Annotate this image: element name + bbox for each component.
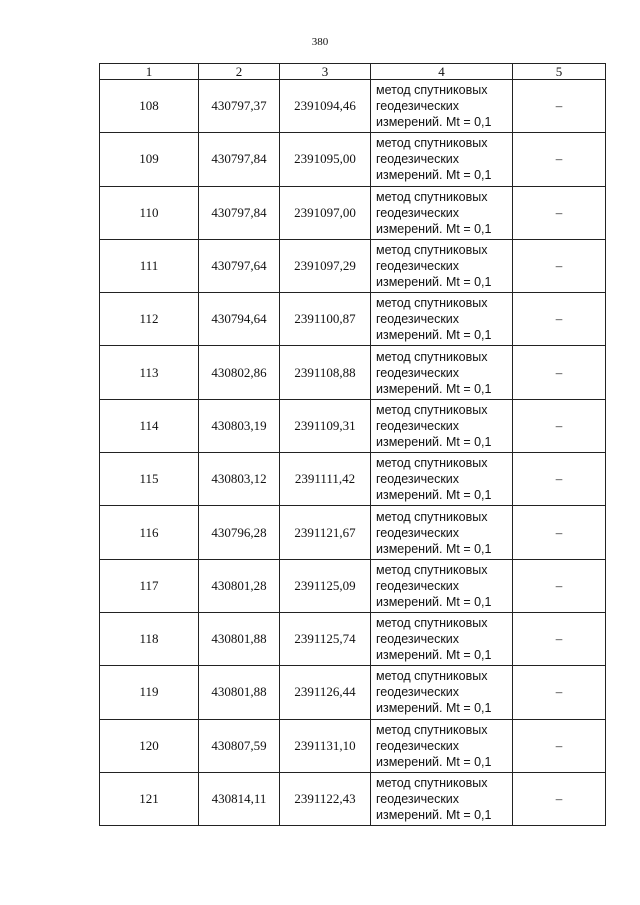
y-coordinate-cell: 2391126,44 xyxy=(280,666,371,719)
y-coordinate-cell: 2391111,42 xyxy=(280,453,371,506)
column-5-cell: – xyxy=(513,612,606,665)
coordinates-table xyxy=(99,63,606,826)
y-coordinate-cell: 2391121,67 xyxy=(280,506,371,559)
method-text-line: метод спутниковых xyxy=(376,189,488,204)
method-cell xyxy=(371,772,513,825)
method-text-line: измерений. Mt = 0,1 xyxy=(376,701,492,716)
method-text-line: геодезических xyxy=(376,205,460,220)
column-5-cell: – xyxy=(513,666,606,719)
table-row xyxy=(100,453,606,506)
x-coordinate-cell: 430803,19 xyxy=(199,399,280,452)
x-coordinate-cell: 430802,86 xyxy=(199,346,280,399)
method-text-line: геодезических xyxy=(376,578,460,593)
method-text-line: метод спутниковых xyxy=(376,349,488,364)
point-number-cell: 112 xyxy=(100,293,199,346)
x-coordinate-cell: 430801,28 xyxy=(199,559,280,612)
column-header-4: 4 xyxy=(371,64,513,80)
table-row xyxy=(100,399,606,452)
method-cell xyxy=(371,559,513,612)
method-text-line: геодезических xyxy=(376,632,460,647)
y-coordinate-cell: 2391100,87 xyxy=(280,293,371,346)
method-text-line: измерений. Mt = 0,1 xyxy=(376,275,492,290)
method-text-line: геодезических xyxy=(376,418,460,433)
table-row xyxy=(100,772,606,825)
method-text-line: измерений. Mt = 0,1 xyxy=(376,434,492,449)
method-text-line: геодезических xyxy=(376,259,460,274)
x-coordinate-cell: 430794,64 xyxy=(199,293,280,346)
x-coordinate-cell: 430797,84 xyxy=(199,133,280,186)
y-coordinate-cell: 2391097,29 xyxy=(280,239,371,292)
y-coordinate-cell: 2391095,00 xyxy=(280,133,371,186)
table-row xyxy=(100,346,606,399)
table-row xyxy=(100,506,606,559)
method-cell xyxy=(371,186,513,239)
column-5-cell: – xyxy=(513,453,606,506)
y-coordinate-cell: 2391094,46 xyxy=(280,80,371,133)
method-text-line: геодезических xyxy=(376,792,460,806)
column-5-cell: – xyxy=(513,399,606,452)
method-text-line: измерений. Mt = 0,1 xyxy=(376,221,492,236)
method-text-line: метод спутниковых xyxy=(376,136,488,151)
point-number-cell: 110 xyxy=(100,186,199,239)
page-number: 380 xyxy=(311,36,329,48)
method-text-line: геодезических xyxy=(376,472,460,487)
method-text-line: метод спутниковых xyxy=(376,722,488,737)
point-number-cell: 120 xyxy=(100,719,199,772)
y-coordinate-cell: 2391097,00 xyxy=(280,186,371,239)
y-coordinate-cell: 2391108,88 xyxy=(280,346,371,399)
table-row xyxy=(100,293,606,346)
table-row xyxy=(100,719,606,772)
method-cell xyxy=(371,453,513,506)
point-number-cell: 119 xyxy=(100,666,199,719)
method-text-line: измерений. Mt = 0,1 xyxy=(376,808,492,822)
x-coordinate-cell: 430797,37 xyxy=(199,80,280,133)
column-5-cell: – xyxy=(513,239,606,292)
method-cell xyxy=(371,133,513,186)
y-coordinate-cell: 2391109,31 xyxy=(280,399,371,452)
method-text-line: метод спутниковых xyxy=(376,509,488,524)
method-cell xyxy=(371,239,513,292)
x-coordinate-cell: 430801,88 xyxy=(199,666,280,719)
method-text-line: измерений. Mt = 0,1 xyxy=(376,328,492,343)
column-header-1: 1 xyxy=(100,64,199,80)
point-number-cell: 108 xyxy=(100,80,199,133)
y-coordinate-cell: 2391125,09 xyxy=(280,559,371,612)
x-coordinate-cell: 430797,84 xyxy=(199,186,280,239)
point-number-cell: 109 xyxy=(100,133,199,186)
method-text-line: метод спутниковых xyxy=(376,562,488,577)
column-5-cell: – xyxy=(513,133,606,186)
column-5-cell: – xyxy=(513,559,606,612)
method-cell xyxy=(371,293,513,346)
x-coordinate-cell: 430796,28 xyxy=(199,506,280,559)
table-row xyxy=(100,80,606,133)
method-text-line: метод спутниковых xyxy=(376,243,488,258)
table-row xyxy=(100,133,606,186)
method-cell xyxy=(371,612,513,665)
method-text-line: измерений. Mt = 0,1 xyxy=(376,168,492,183)
point-number-cell: 111 xyxy=(100,239,199,292)
column-header-2: 2 xyxy=(199,64,280,80)
column-5-cell: – xyxy=(513,506,606,559)
method-text-line: геодезических xyxy=(376,738,460,753)
method-text-line: геодезических xyxy=(376,312,460,327)
column-5-cell: – xyxy=(513,346,606,399)
column-5-cell: – xyxy=(513,293,606,346)
point-number-cell: 115 xyxy=(100,453,199,506)
point-number-cell: 121 xyxy=(100,772,199,825)
point-number-cell: 113 xyxy=(100,346,199,399)
method-cell xyxy=(371,80,513,133)
method-cell xyxy=(371,399,513,452)
method-text-line: измерений. Mt = 0,1 xyxy=(376,754,492,769)
method-text-line: измерений. Mt = 0,1 xyxy=(376,541,492,556)
column-5-cell: – xyxy=(513,719,606,772)
method-cell xyxy=(371,346,513,399)
point-number-cell: 118 xyxy=(100,612,199,665)
column-5-cell: – xyxy=(513,80,606,133)
x-coordinate-cell: 430801,88 xyxy=(199,612,280,665)
table-header-row xyxy=(100,64,606,80)
method-text-line: измерений. Mt = 0,1 xyxy=(376,115,492,130)
point-number-cell: 116 xyxy=(100,506,199,559)
method-text-line: геодезических xyxy=(376,685,460,700)
x-coordinate-cell: 430803,12 xyxy=(199,453,280,506)
method-text-line: измерений. Mt = 0,1 xyxy=(376,381,492,396)
point-number-cell: 114 xyxy=(100,399,199,452)
method-text-line: геодезических xyxy=(376,365,460,380)
method-text-line: метод спутниковых xyxy=(376,669,488,684)
method-text-line: метод спутниковых xyxy=(376,456,488,471)
table-body xyxy=(100,80,606,826)
method-text-line: геодезических xyxy=(376,152,460,167)
table-row xyxy=(100,666,606,719)
method-text-line: геодезических xyxy=(376,99,460,114)
table-row xyxy=(100,186,606,239)
x-coordinate-cell: 430814,11 xyxy=(199,772,280,825)
method-cell xyxy=(371,506,513,559)
method-text-line: метод спутниковых xyxy=(376,83,488,98)
method-text-line: геодезических xyxy=(376,525,460,540)
x-coordinate-cell: 430807,59 xyxy=(199,719,280,772)
column-5-cell: – xyxy=(513,772,606,825)
y-coordinate-cell: 2391125,74 xyxy=(280,612,371,665)
x-coordinate-cell: 430797,64 xyxy=(199,239,280,292)
method-text-line: метод спутниковых xyxy=(376,402,488,417)
column-header-5: 5 xyxy=(513,64,606,80)
column-5-cell: – xyxy=(513,186,606,239)
point-number-cell: 117 xyxy=(100,559,199,612)
table-row xyxy=(100,239,606,292)
method-cell xyxy=(371,666,513,719)
column-header-3: 3 xyxy=(280,64,371,80)
table-row xyxy=(100,559,606,612)
y-coordinate-cell: 2391122,43 xyxy=(280,772,371,825)
method-cell xyxy=(371,719,513,772)
table-row xyxy=(100,612,606,665)
method-text-line: измерений. Mt = 0,1 xyxy=(376,488,492,503)
method-text-line: метод спутниковых xyxy=(376,776,488,790)
method-text-line: метод спутниковых xyxy=(376,296,488,311)
method-text-line: измерений. Mt = 0,1 xyxy=(376,648,492,663)
y-coordinate-cell: 2391131,10 xyxy=(280,719,371,772)
method-text-line: метод спутниковых xyxy=(376,616,488,631)
method-text-line: измерений. Mt = 0,1 xyxy=(376,594,492,609)
